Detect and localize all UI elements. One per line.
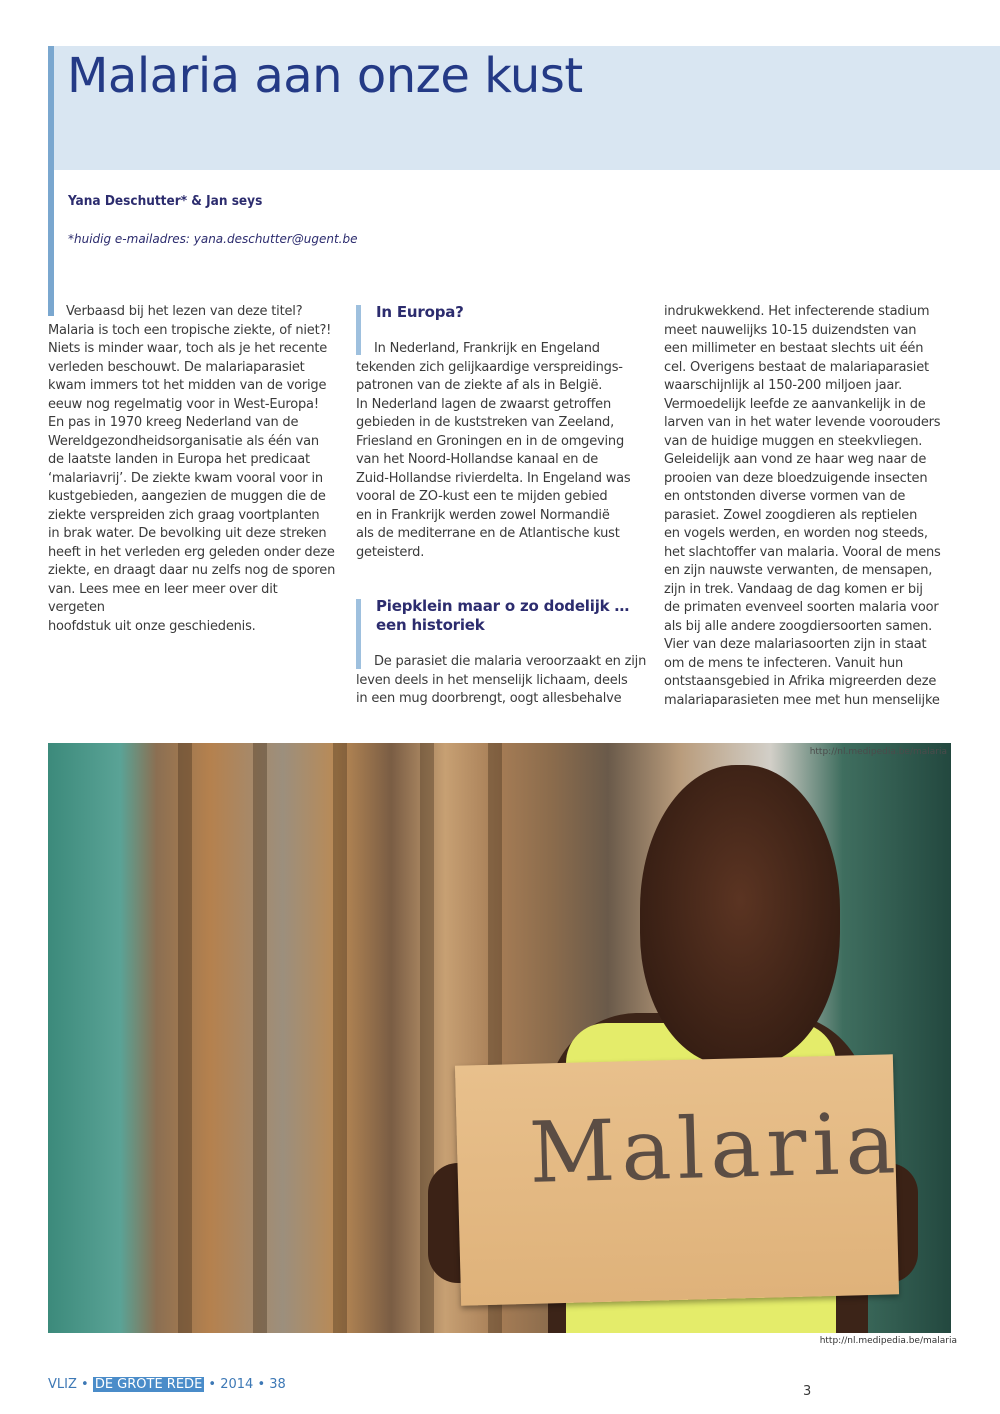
section-piepklein <box>356 597 648 709</box>
text-line: patronen van de ziekte af als in België. <box>356 378 603 393</box>
text-line: kustgebieden, aangezien de muggen die de <box>48 489 326 504</box>
text-line: geteisterd. <box>356 544 425 560</box>
text-line: larven van in het water levende voorouders <box>664 415 941 430</box>
column-3-body <box>664 303 954 710</box>
text-line: prooien van deze bloedzuigende insecten <box>664 470 928 486</box>
title-accent-bar <box>48 46 54 316</box>
text-line: zijn in trek. Vandaag de dag komen er bij <box>664 581 923 597</box>
text-line: leven deels in het menselijk lichaam, deels <box>356 672 628 688</box>
section-in-europa <box>356 303 648 562</box>
column-1-body <box>48 303 338 636</box>
text-line: de primaten evenveel soorten malaria voor <box>664 600 939 615</box>
article-authors: Yana Deschutter* & Jan seys <box>68 193 263 209</box>
text-line: parasiet. Zowel zoogdieren als reptielen <box>664 507 918 523</box>
text-line: in brak water. De bevolking uit deze streken <box>48 526 327 541</box>
text-line: De parasiet die malaria veroorzaakt en zijn <box>374 654 647 669</box>
text-line: om de mens te infecteren. Vanuit hun <box>664 655 904 671</box>
text-line: in een mug doorbrengt, oogt allesbehalve <box>356 691 622 706</box>
page-number: 3 <box>803 1384 812 1399</box>
footer-suffix: • 2014 • 38 <box>208 1377 286 1392</box>
text-line: gebieden in de kuststreken van Zeeland, <box>356 415 615 430</box>
sign-text: Malaria <box>527 1094 903 1202</box>
text-line: Zuid-Hollandse rivierdelta. In Engeland was <box>356 470 631 486</box>
text-line: Vier van deze malariasoorten zijn in staat <box>664 637 927 652</box>
photo-sign <box>455 1054 903 1305</box>
text-line: cel. Overigens bestaat de malariaparasiet <box>664 359 929 375</box>
photo-credit-top: http://nl.medipedia.be/malaria <box>809 747 947 757</box>
text-line: als de mediterrane en de Atlantische kust <box>356 526 620 541</box>
section-heading-piepklein-line2: een historiek <box>376 616 485 634</box>
text-line: tekenden zich gelijkaardige verspreidings- <box>356 359 623 375</box>
section-piepklein-body <box>356 653 648 709</box>
text-line: Geleidelijk aan vond ze haar weg naar de <box>664 452 927 467</box>
footer-publication <box>48 1377 286 1392</box>
text-line: en ontstonden diverse vormen van de <box>664 489 906 504</box>
text-line: ziekte verspreiden zich graag voortplanten <box>48 507 320 523</box>
footer-prefix: VLIZ • <box>48 1377 89 1392</box>
text-line: van. Lees mee en leer meer over dit vergeten <box>48 581 278 615</box>
text-line: Vermoedelijk leefde ze aanvankelijk in de <box>664 396 926 412</box>
text-line: Friesland en Groningen en in de omgeving <box>356 433 625 449</box>
text-line: ziekte, en draagt daar nu zelfs nog de sporen <box>48 563 336 578</box>
text-line: verleden beschouwt. De malariaparasiet <box>48 359 305 375</box>
text-line: van de huidige muggen en steekvliegen. <box>664 433 923 449</box>
photo-of-child-holding-sign <box>48 743 951 1333</box>
text-line: vooral de ZO-kust een te mijden gebied <box>356 489 608 504</box>
text-line: hoofdstuk uit onze geschiedenis. <box>48 618 256 634</box>
text-line: ‘malariavrij’. De ziekte kwam vooral voor in <box>48 470 323 486</box>
text-line: Wereldgezondheidsorganisatie als één van <box>48 433 319 449</box>
text-line: het slachtoffer van malaria. Vooral de mens <box>664 544 941 560</box>
text-line: Niets is minder waar, toch als je het recente <box>48 341 328 356</box>
author-email-note: *huidig e-mailadres: yana.deschutter@ugent.be <box>68 232 358 246</box>
text-line: kwam immers tot het midden van de vorige <box>48 378 327 393</box>
text-line: als bij alle andere zoogdiersoorten samen. <box>664 618 933 634</box>
text-line: de laatste landen in Europa het predicaat <box>48 452 310 467</box>
text-line: In Nederland, Frankrijk en Engeland <box>374 341 600 356</box>
section-heading-in-europa: In Europa? <box>376 303 464 321</box>
column-1 <box>48 303 338 636</box>
text-line: eeuw nog regelmatig voor in West-Europa! <box>48 396 319 412</box>
column-3 <box>664 303 954 710</box>
column-2 <box>356 303 648 709</box>
section-in-europa-body <box>356 340 648 562</box>
text-line: En pas in 1970 kreeg Nederland van de <box>48 415 299 430</box>
photo-texture <box>253 743 267 1333</box>
footer-badge: DE GROTE REDE <box>94 1377 203 1392</box>
text-line: en in Frankrijk werden zowel Normandië <box>356 507 610 523</box>
photo-credit: http://nl.medipedia.be/malaria <box>819 1336 957 1346</box>
text-line: en vogels werden, en worden nog steeds, <box>664 526 928 541</box>
text-line: malariaparasieten mee met hun menselijke <box>664 692 940 708</box>
text-line: heeft in het verleden erg geleden onder deze <box>48 544 335 560</box>
photo-child-head <box>640 765 840 1065</box>
text-line: indrukwekkend. Het infecterende stadium <box>664 304 930 319</box>
text-line: en zijn nauwste verwanten, de mensapen, <box>664 563 933 578</box>
text-line: waarschijnlijk al 150-200 miljoen jaar. <box>664 378 903 393</box>
text-line: Verbaasd bij het lezen van deze titel? <box>66 304 303 319</box>
text-line: ontstaansgebied in Afrika migreerden deze <box>664 674 937 689</box>
photo-texture <box>333 743 347 1333</box>
photo-texture <box>178 743 192 1333</box>
text-line: van het Noord-Hollandse kanaal en de <box>356 452 599 467</box>
text-line: meet nauwelijks 10-15 duizendsten van <box>664 322 917 338</box>
section-heading-piepklein-line1: Piepklein maar o zo dodelijk … <box>376 597 630 615</box>
article-title: Malaria aan onze kust <box>67 48 583 104</box>
text-line: Malaria is toch een tropische ziekte, of niet?! <box>48 322 332 338</box>
text-line: een millimeter en bestaat slechts uit één <box>664 341 924 356</box>
text-line: In Nederland lagen de zwaarst getroffen <box>356 396 611 412</box>
